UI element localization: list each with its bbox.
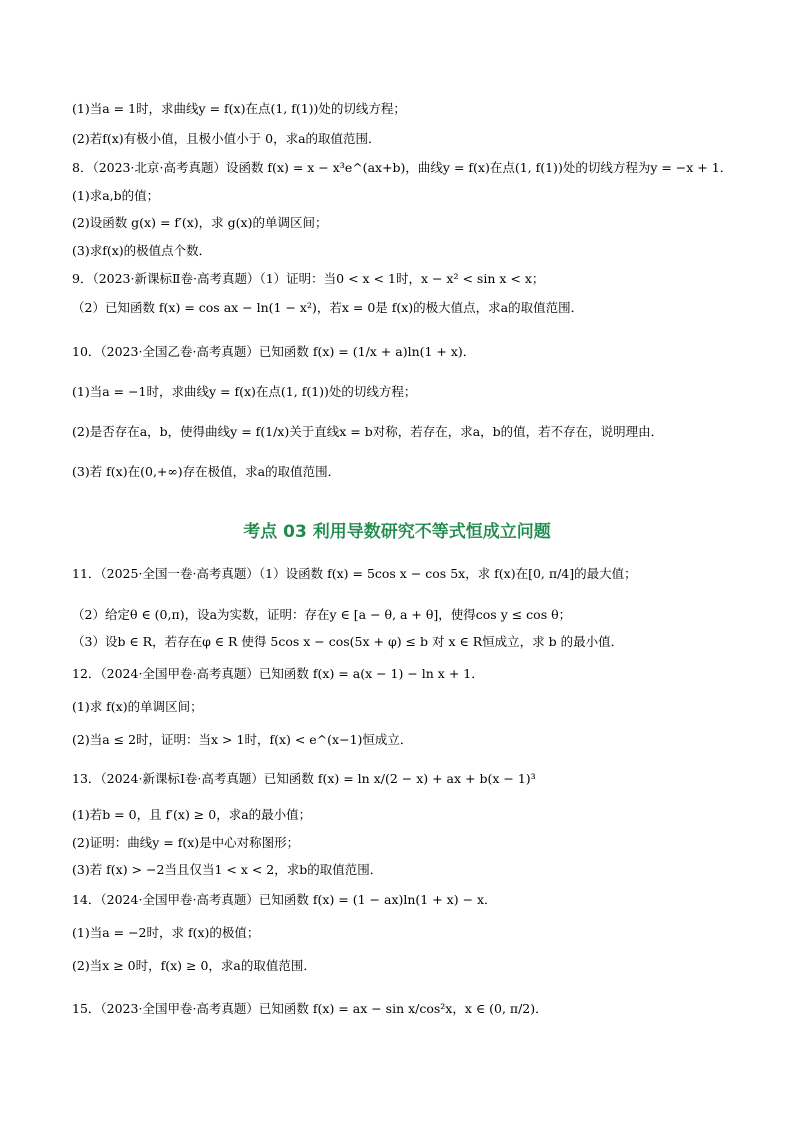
question-line: (3)若 f(x) > −2当且仅当1 < x < 2，求b的取值范围． [72, 862, 383, 877]
question-line: 9．（2023·新课标Ⅱ卷·高考真题）（1）证明：当0 < x < 1时，x − x² < sin x < x； [72, 271, 545, 286]
question-line: （2）给定θ ∈ (0,π)，设a为实数，证明：存在y ∈ [a − θ, a + θ]，使得cos y ≤ cos θ； [72, 607, 572, 622]
question-line: 15．（2023·全国甲卷·高考真题）已知函数 f(x) = ax − sin x/cos²x，x ∈ (0, π/2)． [72, 1001, 548, 1016]
question-line: (2)若f(x)有极小值，且极小值小于 0，求a的取值范围． [72, 131, 381, 146]
question-line: 10．（2023·全国乙卷·高考真题）已知函数 f(x) = (1/x + a)ln(1 + x)． [72, 344, 476, 359]
question-line: (2)当x ≥ 0时，f(x) ≥ 0，求a的取值范围． [72, 958, 316, 973]
question-line: （3）设b ∈ R，若存在φ ∈ R 使得 5cos x − cos(5x + φ) ≤ b 对 x ∈ R恒成立，求 b 的最小值． [72, 634, 624, 649]
question-line: (1)若b = 0，且 f′(x) ≥ 0，求a的最小值； [72, 807, 312, 822]
question-line: 11．（2025·全国一卷·高考真题）（1）设函数 f(x) = 5cos x − cos 5x，求 f(x)在[0, π/4]的最大值； [72, 566, 637, 581]
question-line: 14．（2024·全国甲卷·高考真题）已知函数 f(x) = (1 − ax)ln(1 + x) − x． [72, 892, 497, 907]
question-line: (2)当a ≤ 2时，证明：当x > 1时，f(x) < e^(x−1)恒成立． [72, 732, 413, 747]
question-line: (1)当a = −1时，求曲线y = f(x)在点(1, f(1))处的切线方程； [72, 384, 417, 399]
question-line: (2)是否存在a，b，使得曲线y = f(1/x)关于直线x = b对称，若存在，求a，b的值，若不存在，说明理由． [72, 424, 664, 439]
question-line: 8．（2023·北京·高考真题）设函数 f(x) = x − x³e^(ax+b)，曲线y = f(x)在点(1, f(1))处的切线方程为y = −x + 1． [72, 160, 733, 175]
question-line: (3)若 f(x)在(0,+∞)存在极值，求a的取值范围． [72, 464, 341, 479]
question-line: (3)求f(x)的极值点个数． [72, 243, 212, 258]
question-line: (1)求a,b的值； [72, 188, 160, 203]
question-line: 12．（2024·全国甲卷·高考真题）已知函数 f(x) = a(x − 1) − ln x + 1． [72, 666, 484, 681]
question-line: 13．（2024·新课标Ⅰ卷·高考真题）已知函数 f(x) = ln x/(2 − x) + ax + b(x − 1)³ [72, 771, 536, 786]
question-line: (2)证明：曲线y = f(x)是中心对称图形； [72, 835, 300, 850]
question-line: (2)设函数 g(x) = f′(x)，求 g(x)的单调区间； [72, 215, 328, 230]
question-line: (1)当a = 1时，求曲线y = f(x)在点(1, f(1))处的切线方程； [72, 101, 406, 116]
section-heading: 考点 03 利用导数研究不等式恒成立问题 [243, 522, 551, 542]
question-line: （2）已知函数 f(x) = cos ax − ln(1 − x²)，若x = 0是 f(x)的极大值点，求a的取值范围． [72, 300, 584, 315]
question-line: (1)当a = −2时，求 f(x)的极值； [72, 925, 260, 940]
question-line: (1)求 f(x)的单调区间； [72, 699, 203, 714]
